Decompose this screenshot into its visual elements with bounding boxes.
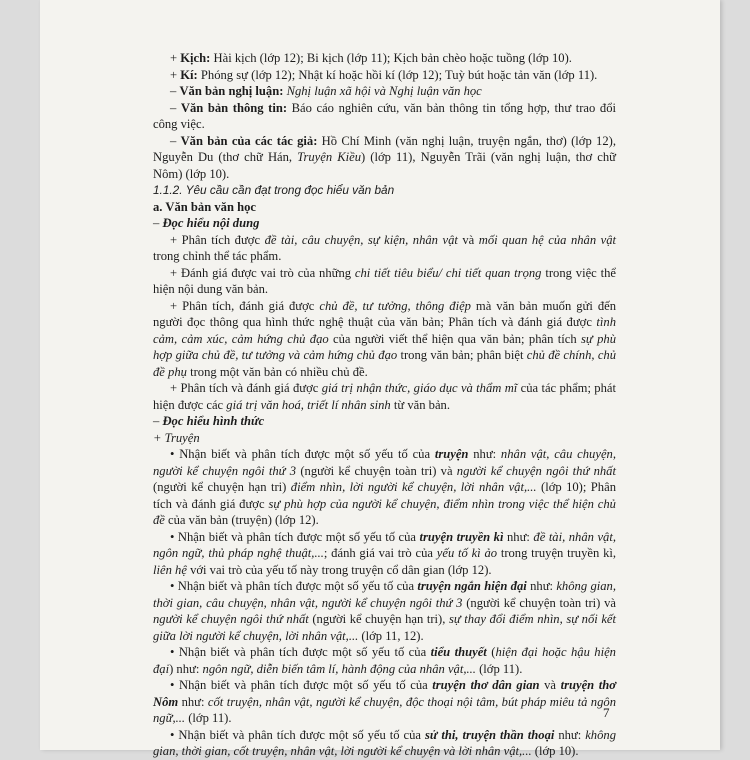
text-run: – [170,100,181,115]
text-run: sự thay đổi điểm nhìn, sự nối kết giữa lời người kể chuyện, lời nhân vật,... [153,612,616,643]
intro-para [153,50,616,67]
genre-list [153,50,616,182]
text-run: truyện [434,447,469,461]
text-run: + Phân tích được [170,232,265,247]
text-run: điểm nhìn, lời người kể chuyện, lời nhân vật,... [290,480,537,494]
text-run: trong chỉnh thể tác phẩm. [153,249,282,263]
body-para [153,727,616,760]
body-para [153,298,616,381]
text-run: + Phân tích và đánh giá được [170,381,322,395]
text-run: trong văn bản; phân biệt [397,348,527,362]
text-run: ; đánh giá vai trò của [323,546,437,560]
text-run: liên hệ [153,562,187,577]
text-run: ngôn ngữ, diễn biến tâm lí, hành động của nhân vật,... [202,661,476,676]
text-run: sự phù hợp giữa chủ đề, tư tưởng và cảm hứng chủ đạo [153,331,616,362]
body-para [153,446,616,529]
body-para [153,380,616,413]
text-run: (lớp 10); Phân tích và đánh giá được [153,480,616,511]
text-run: Hồ Chí Minh (văn nghị luận, truyện ngắn, thơ) (lớp 12), Nguyễn Du (thơ chữ Hán, [153,133,616,164]
text-run: như: [468,447,501,461]
text-run: từ văn bản. [390,397,450,412]
text-run: Văn bản thông tin: [180,100,288,115]
text-run: tình cảm, cảm xúc, cảm hứng chủ đạo [153,315,616,346]
text-run: sử thi, truyện thần thoại [424,727,555,742]
text-run: – [170,84,180,98]
text-run: – [153,216,163,230]
text-run: + Truyện [153,430,200,445]
text-run: Đọc hiểu hình thức [162,414,265,428]
text-run: + [170,67,181,82]
requirements-body [153,199,616,760]
text-run: như: [503,529,534,544]
text-run: của người viết thể hiện qua văn bản; phân tích [328,331,581,346]
text-run: như: [178,694,208,709]
text-run: (người kể chuyện hạn tri) [153,480,291,494]
text-run: yếu tố kì ảo [436,546,498,560]
text-run: • Nhận biết và phân tích được một số yếu tố của [170,447,435,461]
text-run: Phóng sự (lớp 12); Nhật kí hoặc hồi kí (lớp 12); Tuỳ bút hoặc tản văn (lớp 11). [197,67,598,82]
body-para [153,232,616,265]
text-run: và [457,232,479,247]
text-run: ) (lớp 11), Nguyễn Trãi (văn nghị luận, thơ chữ Nôm) (lớp 10). [153,150,617,181]
text-run: như: [526,579,557,593]
text-run: không gian, thời gian, cốt truyện, nhân vật, lời người kể chuyện và lời nhân vật,... [153,727,616,758]
text-run: truyện thơ dân gian [432,678,540,692]
text-run: mối quan hệ của nhân vật [478,232,617,247]
text-run: không gian, thời gian, câu chuyện, nhân vật, người kể chuyện ngôi thứ 3 [153,579,616,610]
text-run: người kể chuyện ngôi thứ nhất [153,612,309,626]
body-para [153,413,616,430]
body-para [153,199,616,216]
text-run: của văn bản (truyện) (lớp 12). [164,513,319,527]
page-content [153,50,616,760]
text-run: (lớp 10). [531,744,579,758]
book-page [40,0,720,758]
text-run: • Nhận biết và phân tích được một số yếu tố của [170,645,431,659]
text-run: chi tiết tiêu biểu/ chi tiết quan trọng [354,265,542,280]
text-run: chủ đề, tư tưởng, thông điệp [319,298,471,313]
body-para [153,215,616,232]
text-run: (lớp 11, 12). [358,628,424,643]
text-run: cốt truyện, nhân vật, người kể chuyện, độc thoại nội tâm, bút pháp miêu tả ngôn ngữ,... [153,694,616,725]
text-run: – [170,133,181,148]
text-run: nhân vật, câu chuyện, người kể chuyện ngôi thứ 3 [153,447,616,478]
text-run: Đọc hiểu nội dung [162,216,260,230]
text-run: Kí: [180,67,198,82]
text-run: truyện truyền kì [419,529,504,544]
text-run: truyện ngắn hiện đại [417,579,527,593]
body-para [153,265,616,298]
text-run: • Nhận biết và phân tích được một số yếu tố của [170,579,418,593]
intro-para [153,83,616,100]
text-run: • Nhận biết và phân tích được một số yếu tố của [170,678,433,692]
text-run: sự phù hợp của người kể chuyện, điểm nhìn trong việc thể hiện chủ đề [153,496,616,527]
text-run: Nghị luận xã hội và Nghị luận văn học [286,84,482,98]
text-run: – [153,414,163,428]
text-run: + Phân tích, đánh giá được [170,298,320,313]
body-para [153,644,616,677]
page-number: 7 [603,705,610,720]
section-heading: 1.1.2. Yêu cầu cần đạt trong đọc hiểu văn bản [153,183,395,197]
text-run: (người kể chuyện hạn tri), [308,612,449,626]
text-run: trong truyện truyền kì, [497,546,617,560]
text-run: Truyện Kiều [297,150,362,164]
body-para [153,677,616,727]
text-run: đề tài, câu chuyện, sự kiện, nhân vật [264,232,458,247]
body-para [153,529,616,579]
text-run: như: [554,727,586,742]
text-run: và [539,678,561,692]
text-run: trong một văn bản có nhiều chủ đề. [186,364,368,379]
text-run: đề tài, nhân vật, ngôn ngữ, thủ pháp nghệ thuật,... [153,529,616,560]
intro-para [153,67,616,84]
text-run: tiểu thuyết [430,645,487,659]
text-run: Kịch: [180,51,211,65]
intro-para [153,133,616,183]
text-run: với vai trò của yếu tố này trong truyện cổ dân gian (lớp 12). [186,562,492,577]
text-run: Hài kịch (lớp 12); Bi kịch (lớp 11); Kịch bản chèo hoặc tuồng (lớp 10). [210,51,572,65]
text-run: ) như: [169,661,203,676]
text-run: (người kể chuyện toàn tri) và [296,463,457,478]
text-run: Văn bản của các tác giả: [180,133,318,148]
text-run: + [170,51,181,65]
text-run: người kể chuyện ngôi thứ nhất [456,463,616,478]
text-run: giá trị văn hoá, triết lí nhân sinh [226,397,391,412]
text-run: • Nhận biết và phân tích được một số yếu tố của [170,529,420,544]
text-run: a. Văn bản văn học [153,199,257,214]
text-run: mà văn bản muốn gửi đến người đọc thông qua hình thức nghệ thuật của văn bản; Phân tích và đánh giá được [153,298,617,329]
text-run: Văn bản nghị luận: [179,84,284,98]
text-run: chủ đề chính, chủ đề phụ [153,348,617,379]
text-run: của tác phẩm; phát hiện được các [153,381,616,412]
text-run: ( [486,645,496,659]
text-run: (người kể chuyện toàn tri) và [462,595,616,610]
intro-para [153,100,616,133]
text-run: Báo cáo nghiên cứu, văn bản thông tin tổng hợp, thư trao đổi công việc. [153,100,616,131]
text-run: giá trị nhận thức, giáo dục và thẩm mĩ [321,381,518,395]
body-para [153,578,616,644]
text-run: • Nhận biết và phân tích được một số yếu tố của [170,727,425,742]
text-run: (lớp 11). [185,711,232,725]
text-run: trong việc thể hiện nội dung văn bản. [153,265,617,296]
text-run: (lớp 11). [475,661,523,676]
body-para [153,430,616,447]
text-run: truyện thơ Nôm [153,678,616,709]
text-run: hiện đại hoặc hậu hiện đại [153,645,616,676]
text-run: + Đánh giá được vai trò của những [170,265,355,280]
